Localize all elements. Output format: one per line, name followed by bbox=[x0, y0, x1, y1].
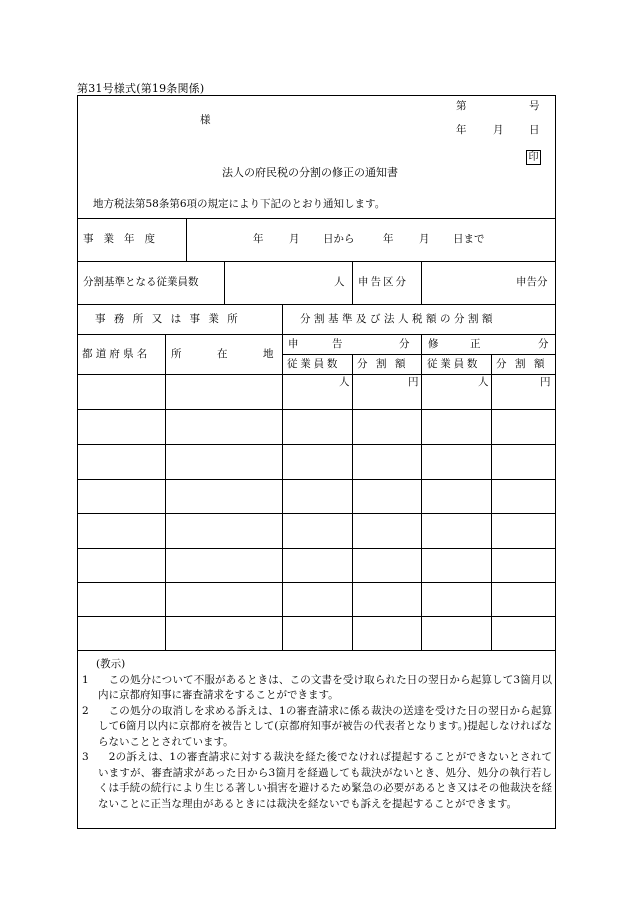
rule-col-3 bbox=[352, 354, 353, 650]
note-item-3 bbox=[82, 750, 552, 812]
rule-header-bottom bbox=[77, 374, 556, 375]
rule-row-1 bbox=[77, 409, 556, 410]
filing-type-label: 申告区分 bbox=[358, 276, 408, 288]
fiscal-year-1: 年 bbox=[253, 233, 264, 245]
prefecture-column-header: 都道府県名 bbox=[82, 348, 151, 360]
notes-heading: (教示) bbox=[96, 658, 126, 670]
location-header-2: 在 bbox=[217, 348, 228, 360]
rule-col-4 bbox=[421, 334, 422, 650]
rule-row-3 bbox=[77, 479, 556, 480]
rule-row-7 bbox=[77, 616, 556, 617]
filed-amount-unit: 円 bbox=[408, 376, 419, 388]
employees-unit: 人 bbox=[334, 276, 345, 288]
office-group-header: 事務所又は事業所 bbox=[95, 313, 247, 325]
note-item-2 bbox=[82, 704, 552, 751]
seal-mark: 印 bbox=[526, 150, 541, 165]
corrected-amount-unit: 円 bbox=[540, 376, 551, 388]
document-title: 法人の府民税の分割の修正の通知書 bbox=[222, 166, 398, 179]
filed-amount-header: 分割額 bbox=[357, 358, 414, 370]
form-number-label: 第31号様式(第19条関係) bbox=[77, 82, 205, 95]
fiscal-from: 日から bbox=[323, 233, 355, 245]
fiscal-to: 日まで bbox=[453, 233, 485, 245]
note-number: 3 bbox=[82, 751, 89, 763]
rule-group-bottom bbox=[77, 334, 556, 335]
rule-row-5 bbox=[77, 548, 556, 549]
filed-header-1: 申 bbox=[288, 338, 299, 350]
rule-fiscal-top bbox=[77, 218, 556, 219]
date-month: 月 bbox=[493, 124, 504, 136]
rule-emp-divider-2 bbox=[352, 261, 353, 304]
rule-notes-top bbox=[77, 650, 556, 651]
filed-employees-header: 従業員数 bbox=[287, 358, 341, 370]
rule-employees-bottom bbox=[77, 304, 556, 305]
corrected-header-1: 修 bbox=[428, 338, 439, 350]
rule-col-5 bbox=[491, 354, 492, 650]
location-header-3: 地 bbox=[263, 348, 274, 360]
note-number: 2 bbox=[82, 704, 89, 717]
rule-subheader-top bbox=[282, 354, 556, 355]
corrected-header-3: 分 bbox=[538, 338, 549, 350]
date-year: 年 bbox=[456, 124, 467, 136]
number-suffix: 号 bbox=[529, 100, 540, 112]
rule-fiscal-bottom bbox=[77, 261, 556, 262]
filed-employees-unit: 人 bbox=[339, 376, 350, 388]
fiscal-year-label bbox=[83, 234, 179, 245]
rule-row-6 bbox=[77, 582, 556, 583]
note-number: 1 bbox=[82, 673, 89, 686]
number-prefix: 第 bbox=[456, 100, 467, 112]
rule-emp-divider-3 bbox=[421, 261, 422, 304]
fiscal-year-label-text: 事業年度 bbox=[83, 233, 165, 245]
rule-emp-divider-1 bbox=[224, 261, 225, 304]
filed-header-2: 告 bbox=[332, 338, 343, 350]
corrected-amount-header: 分割額 bbox=[496, 358, 553, 370]
rule-col-2 bbox=[282, 304, 283, 650]
rule-row-2 bbox=[77, 444, 556, 445]
filed-header-3: 分 bbox=[399, 338, 410, 350]
location-header-1: 所 bbox=[171, 348, 182, 360]
addressee-suffix: 様 bbox=[200, 114, 211, 126]
intro-text: 地方税法第58条第6項の規定により下記のとおり通知します。 bbox=[93, 198, 386, 210]
rule-fiscal-divider bbox=[186, 218, 187, 261]
date-day: 日 bbox=[529, 124, 540, 136]
rule-col-1 bbox=[165, 334, 166, 650]
notes-section bbox=[82, 657, 552, 812]
note-text: この処分の取消しを求める訴えは、1の審査請求に係る裁決の送達を受けた日の翌日から起算して6箇月以内に京都府を被告として(京都府知事が被告の代表者となります。)提起しなければならないこととされています。 bbox=[98, 704, 552, 748]
note-item-1 bbox=[82, 673, 552, 704]
corrected-employees-unit: 人 bbox=[478, 376, 489, 388]
fiscal-month-1: 月 bbox=[289, 233, 300, 245]
note-text: この処分について不服があるときは、この文書を受け取られた日の翌日から起算して3箇月以内に京都府知事に審査請求をすることができます。 bbox=[98, 673, 552, 701]
fiscal-year-2: 年 bbox=[383, 233, 394, 245]
corrected-employees-header: 従業員数 bbox=[427, 358, 481, 370]
employees-label: 分割基準となる従業員数 bbox=[83, 276, 199, 288]
apportionment-group-header: 分割基準及び法人税額の分割額 bbox=[300, 313, 496, 325]
note-text: 2の訴えは、1の審査請求に対する裁決を経た後でなければ提起することができないとされていますが、審査請求があった日から3箇月を経過しても裁決がないとき、処分、処分の執行若しくは手続の続行により生じる著しい損害を避けるため緊急の必要があるとき又はその他裁決を経ないことに正当な理由があるときには裁決を経ないでも訴えを提起することができます。 bbox=[98, 751, 552, 810]
fiscal-month-2: 月 bbox=[419, 233, 430, 245]
filing-type-value: 申告分 bbox=[516, 276, 548, 288]
rule-row-4 bbox=[77, 513, 556, 514]
corrected-header-2: 正 bbox=[470, 338, 481, 350]
